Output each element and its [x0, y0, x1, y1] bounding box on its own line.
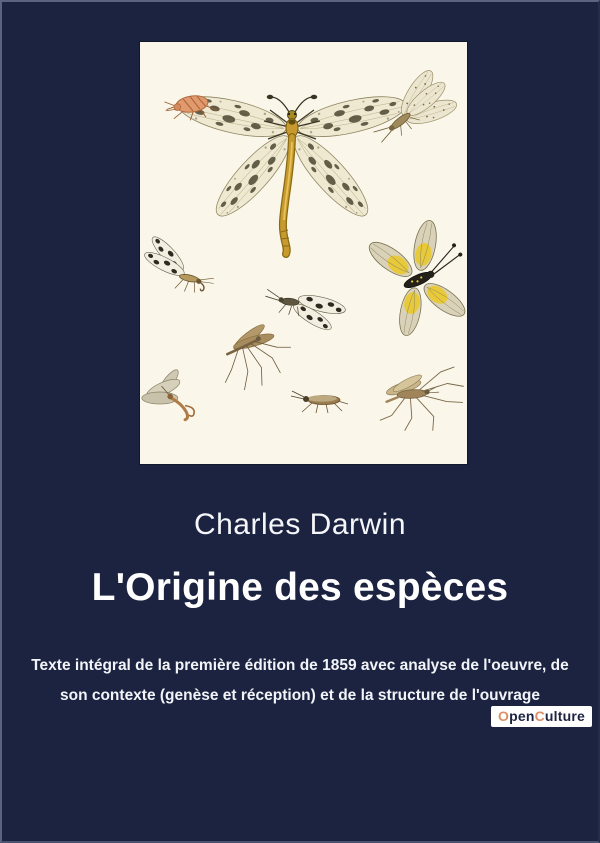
winged-insect-illustration [140, 363, 200, 421]
subtitle-line-1: Texte intégral de la première édition de 1859 avec analyse de l'oeuvre, de [31, 657, 569, 674]
logo-text-pen: pen [509, 708, 535, 724]
scorpionfly-illustration [140, 231, 222, 297]
antlion-antennae [267, 95, 316, 112]
insect-plate [140, 42, 467, 464]
crane-fly-illustration [218, 318, 296, 393]
crane-fly-right-illustration [377, 366, 467, 434]
author-name: Charles Darwin [193, 508, 407, 541]
logo-letter-o: O [498, 708, 510, 724]
publisher-logo [491, 706, 592, 727]
antlion-illustration [175, 89, 409, 254]
insect-plate-image [140, 42, 467, 464]
stonefly-illustration [291, 391, 348, 413]
book-title: L'Origine des espèces [91, 566, 509, 609]
subtitle-line-2: son contexte (genèse et réception) et de la structure de l'ouvrage [59, 687, 540, 704]
owlfly-illustration [357, 207, 467, 347]
logo-letter-c: C [534, 708, 545, 724]
book-subtitle [2, 651, 598, 711]
moth-illustration [262, 288, 348, 336]
logo-text-ulture: ulture [544, 708, 585, 724]
